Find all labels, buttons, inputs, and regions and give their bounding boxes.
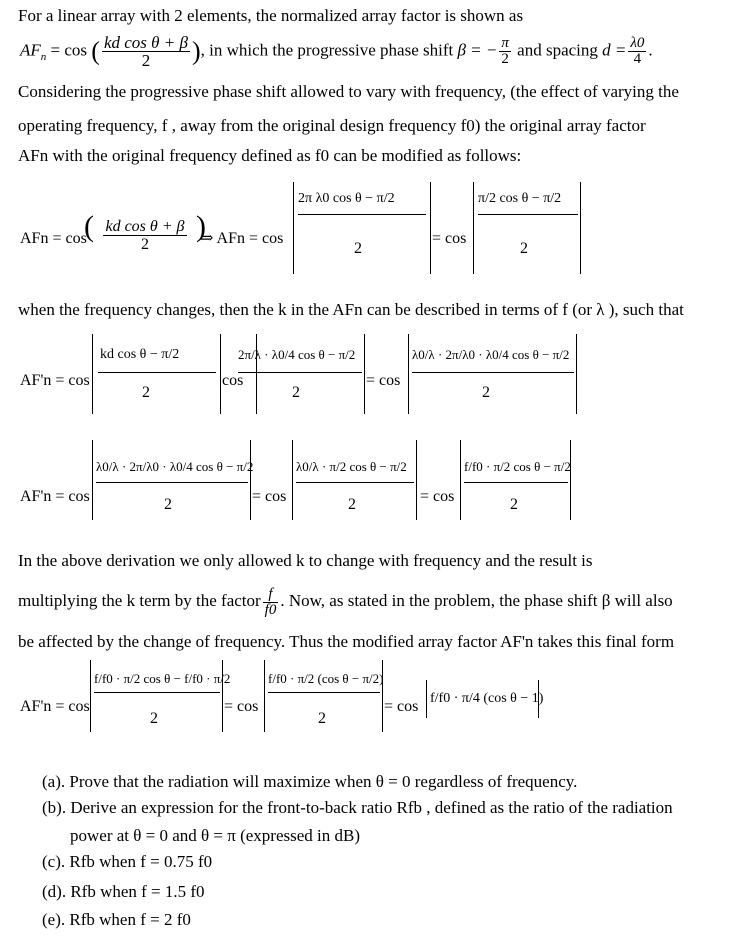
eq2-lhs: AF'n = cos: [20, 372, 90, 389]
eq4-den1: 2: [150, 710, 158, 727]
eq1-frac1: ( $\frac{\text{kd cos θ + β}}{2}$ ): [84, 210, 206, 253]
eq1-bar-l1: [293, 182, 294, 274]
para4-line-3: be affected by the change of frequency. Thus the modified array factor AF'n takes this final form: [18, 632, 675, 651]
eq3-bar-r3: [570, 440, 571, 520]
intro-line-1: For a linear array with 2 elements, the normalized array factor is shown as: [18, 6, 524, 25]
eq2-den1: 2: [142, 384, 150, 401]
question-e: (e). Rfb when f = 2 f0: [42, 910, 191, 929]
eq1-den3: 2: [520, 240, 528, 257]
eq4-num2: f/f0 · π/2 (cos θ − π/2): [268, 671, 384, 686]
eq1-bar-r1: [430, 182, 431, 274]
eq3-bar-l2: [292, 440, 293, 520]
eq4-bar-r2: [382, 660, 383, 732]
eq3-bar-l3: [460, 440, 461, 520]
eq2-den3: 2: [482, 384, 490, 401]
eq3-lhs: AF'n = cos: [20, 488, 90, 505]
eq3-den2: 2: [348, 496, 356, 513]
eq1-num3: π/2 cos θ − π/2: [478, 191, 562, 206]
eq1-lhs: AFn = cos: [20, 230, 87, 247]
eq3-fracline1: [96, 482, 248, 483]
eq2-bar-l1: [92, 334, 93, 414]
eq1-eq: = cos: [432, 230, 467, 247]
eq3-num1: λ0/λ · 2π/λ0 · λ0/4 cos θ − π/2: [96, 459, 254, 474]
eq2-bar-l3: [408, 334, 409, 414]
eq3-bar-r1: [250, 440, 251, 520]
eq4-bar-r3: [538, 680, 539, 718]
eq4-bar-l2: [264, 660, 265, 732]
eq1-bar-r2: [580, 182, 581, 274]
question-c: (c). Rfb when f = 0.75 f0: [42, 852, 213, 871]
eq4-lhs: AF'n = cos: [20, 698, 90, 715]
eq4-fracline2: [268, 692, 380, 693]
eq2-bar-r2: [364, 334, 365, 414]
af-definition: $AF_n = \cos$ ( $\frac{\text{kd cos θ + β}}{2}$ ), in which the progressive phase shift β = − $\frac{\pi}{2}$ and spacing d = $\frac{\lambda 0}{4}$ .: [20, 33, 653, 70]
eq1-den2: 2: [354, 240, 362, 257]
eq3-fracline2: [296, 482, 414, 483]
eq1-num2: 2π λ0 cos θ − π/2: [298, 191, 395, 206]
eq4-eq2: = cos: [384, 698, 419, 715]
question-b: (b). Derive an expression for the front-to-back ratio Rfb , defined as the ratio of the radiation: [42, 798, 673, 817]
eq3-num2: λ0/λ · π/2 cos θ − π/2: [296, 459, 407, 474]
eq2-bar-r1: [220, 334, 221, 414]
eq4-eq1: = cos: [224, 698, 259, 715]
eq3-den1: 2: [164, 496, 172, 513]
eq4-num1: f/f0 · π/2 cos θ − f/f0 · π/2: [94, 671, 231, 686]
eq3-eq2: = cos: [420, 488, 455, 505]
eq2-mid: cos: [222, 372, 244, 389]
eq2-bar-r3: [576, 334, 577, 414]
question-d: (d). Rfb when f = 1.5 f0: [42, 882, 205, 901]
para2-line-3: AFn with the original frequency defined as f0 can be modified as follows:: [18, 146, 522, 165]
eq3-bar-l1: [92, 440, 93, 520]
eq4-body3: f/f0 · π/4 (cos θ − 1): [430, 691, 544, 706]
eq1-bar-l2: [473, 182, 474, 274]
eq2-fracline2: [238, 372, 362, 373]
para4-line-2: multiplying the k term by the factor $\frac{f}{f0}$ . Now, as stated in the problem, the phase shift β will also: [18, 585, 673, 618]
eq3-eq1: = cos: [252, 488, 287, 505]
eq3-den3: 2: [510, 496, 518, 513]
para2-line-2: operating frequency, f , away from the original design frequency f0) the original array factor: [18, 116, 646, 135]
eq2-num3: λ0/λ · 2π/λ0 · λ0/4 cos θ − π/2: [412, 347, 570, 362]
eq2-eq: = cos: [366, 372, 401, 389]
eq3-num3: f/f0 · π/2 cos θ − π/2: [464, 459, 571, 474]
eq2-num1: kd cos θ − π/2: [100, 347, 180, 362]
question-b-cont: power at θ = 0 and θ = π (expressed in dB): [70, 826, 361, 845]
eq2-fracline1: [98, 372, 216, 373]
eq1-fracline2: [298, 214, 426, 215]
eq1-arrow: ⇒ AFn = cos: [200, 230, 284, 247]
eq4-bar-l3: [426, 680, 427, 718]
eq1-fracline3: [478, 214, 578, 215]
eq2-fracline3: [412, 372, 574, 373]
eq4-bar-l1: [90, 660, 91, 732]
para4-line-1: In the above derivation we only allowed k to change with frequency and the result is: [18, 551, 593, 570]
eq4-bar-r1: [222, 660, 223, 732]
eq4-fracline1: [94, 692, 220, 693]
question-a: (a). Prove that the radiation will maximize when θ = 0 regardless of frequency.: [42, 772, 578, 791]
eq3-fracline3: [464, 482, 568, 483]
eq4-den2: 2: [318, 710, 326, 727]
para3: when the frequency changes, then the k in the AFn can be described in terms of f (or λ ), such that: [18, 300, 684, 319]
eq2-num2: 2π/λ · λ0/4 cos θ − π/2: [238, 347, 356, 362]
para2-line-1: Considering the progressive phase shift allowed to vary with frequency, (the effect of varying the: [18, 82, 679, 101]
eq2-den2: 2: [292, 384, 300, 401]
eq3-bar-r2: [416, 440, 417, 520]
